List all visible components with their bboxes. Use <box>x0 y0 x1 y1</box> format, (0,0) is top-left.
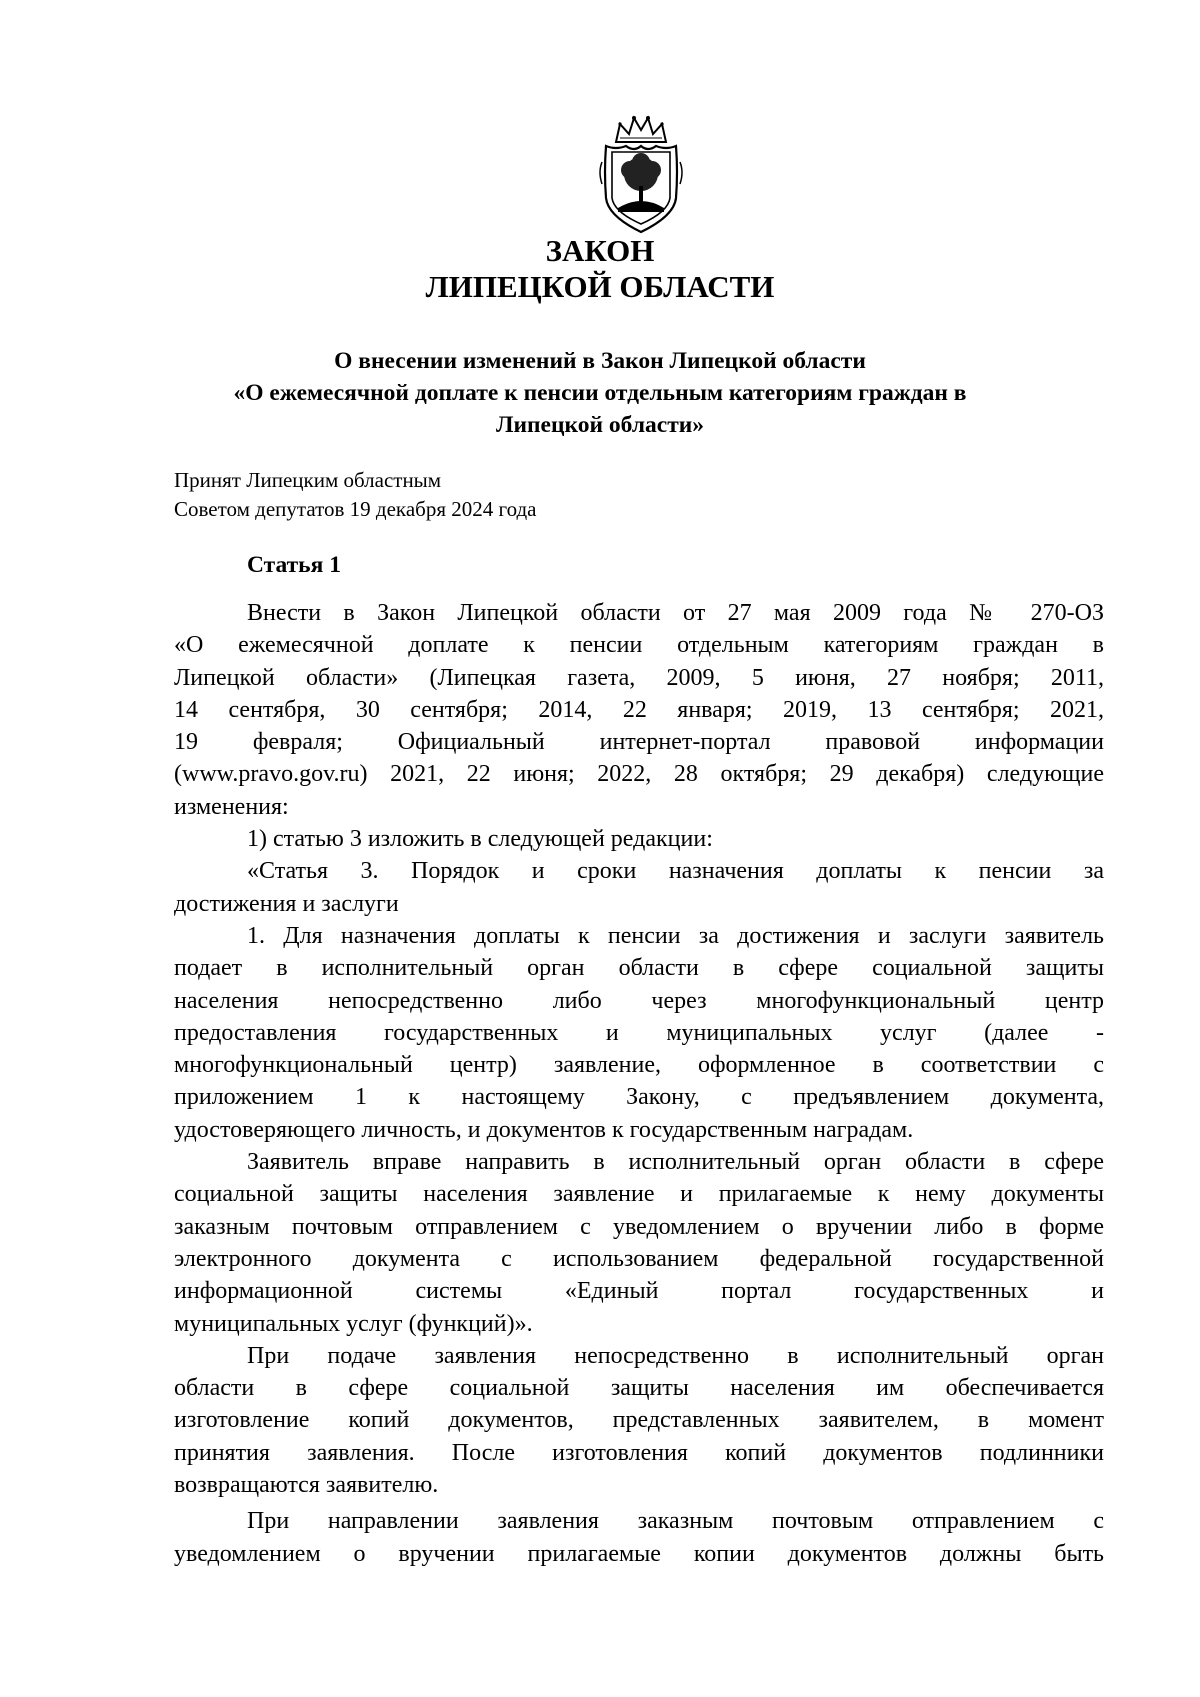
body-line: «Статья 3. Порядок и сроки назначения доплаты к пенсии за <box>247 858 1104 885</box>
body-line: уведомлением о вручении прилагаемые копии документов должны быть <box>174 1540 1104 1567</box>
body-line: «О ежемесячной доплате к пенсии отдельным категориям граждан в <box>174 632 1104 659</box>
body-line: При подаче заявления непосредственно в исполнительный орган <box>247 1342 1104 1369</box>
adoption-line-1: Принят Липецким областным <box>174 468 442 492</box>
adoption-line-2: Советом депутатов 19 декабря 2024 года <box>174 497 537 521</box>
body-line: электронного документа с использованием федеральной государственной <box>174 1245 1104 1272</box>
body-line: 14 сентября, 30 сентября; 2014, 22 января; 2019, 13 сентября; 2021, <box>174 696 1104 723</box>
body-line: области в сфере социальной защиты населения им обеспечивается <box>174 1375 1104 1402</box>
law-title: ЗАКОН <box>545 233 655 268</box>
subtitle-line-2: «О ежемесячной доплате к пенсии отдельным категориям граждан в <box>233 380 967 406</box>
body-line: возвращаются заявителю. <box>174 1472 439 1499</box>
article-body <box>174 597 1104 1570</box>
body-line: принятия заявления. После изготовления копий документов подлинники <box>174 1439 1104 1466</box>
body-line: Заявитель вправе направить в исполнительный орган области в сфере <box>247 1149 1104 1176</box>
body-line: социальной защиты населения заявление и прилагаемые к нему документы <box>174 1181 1104 1208</box>
body-line: 1. Для назначения доплаты к пенсии за достижения и заслуги заявитель <box>247 922 1104 949</box>
subtitle-line-3: Липецкой области» <box>495 412 705 438</box>
subtitle-line-1: О внесении изменений в Закон Липецкой области <box>334 348 866 374</box>
body-line: Липецкой области» (Липецкая газета, 2009, 5 июня, 27 ноября; 2011, <box>174 664 1104 691</box>
body-line: приложением 1 к настоящему Закону, с предъявлением документа, <box>174 1084 1104 1111</box>
body-line: Внести в Закон Липецкой области от 27 мая 2009 года № 270-ОЗ <box>247 600 1104 626</box>
lipetsk-coat-of-arms-icon <box>596 112 686 238</box>
body-line: При направлении заявления заказным почтовым отправлением с <box>247 1508 1104 1535</box>
law-region: ЛИПЕЦКОЙ ОБЛАСТИ <box>425 269 775 304</box>
body-line: 1) статью 3 изложить в следующей редакции: <box>247 826 713 853</box>
body-line: 19 февраля; Официальный интернет-портал правовой информации <box>174 729 1104 756</box>
body-line: информационной системы «Единый портал государственных и <box>174 1278 1104 1305</box>
body-line: населения непосредственно либо через многофункциональный центр <box>174 987 1104 1014</box>
body-line: многофункциональный центр) заявление, оформленное в соответствии с <box>174 1052 1104 1079</box>
body-line: муниципальных услуг (функций)». <box>174 1310 533 1337</box>
body-line: изменения: <box>174 793 289 820</box>
body-line: изготовление копий документов, представленных заявителем, в момент <box>174 1407 1104 1434</box>
body-line: (www.pravo.gov.ru) 2021, 22 июня; 2022, 28 октября; 29 декабря) следующие <box>174 761 1104 788</box>
body-line: предоставления государственных и муниципальных услуг (далее - <box>174 1019 1104 1046</box>
article-heading: Статья 1 <box>247 552 341 578</box>
body-line: заказным почтовым отправлением с уведомлением о вручении либо в форме <box>174 1213 1104 1240</box>
body-line: подает в исполнительный орган области в сфере социальной защиты <box>174 955 1104 982</box>
body-line: достижения и заслуги <box>174 890 399 917</box>
body-line: удостоверяющего личность, и документов к государственным наградам. <box>174 1116 914 1143</box>
